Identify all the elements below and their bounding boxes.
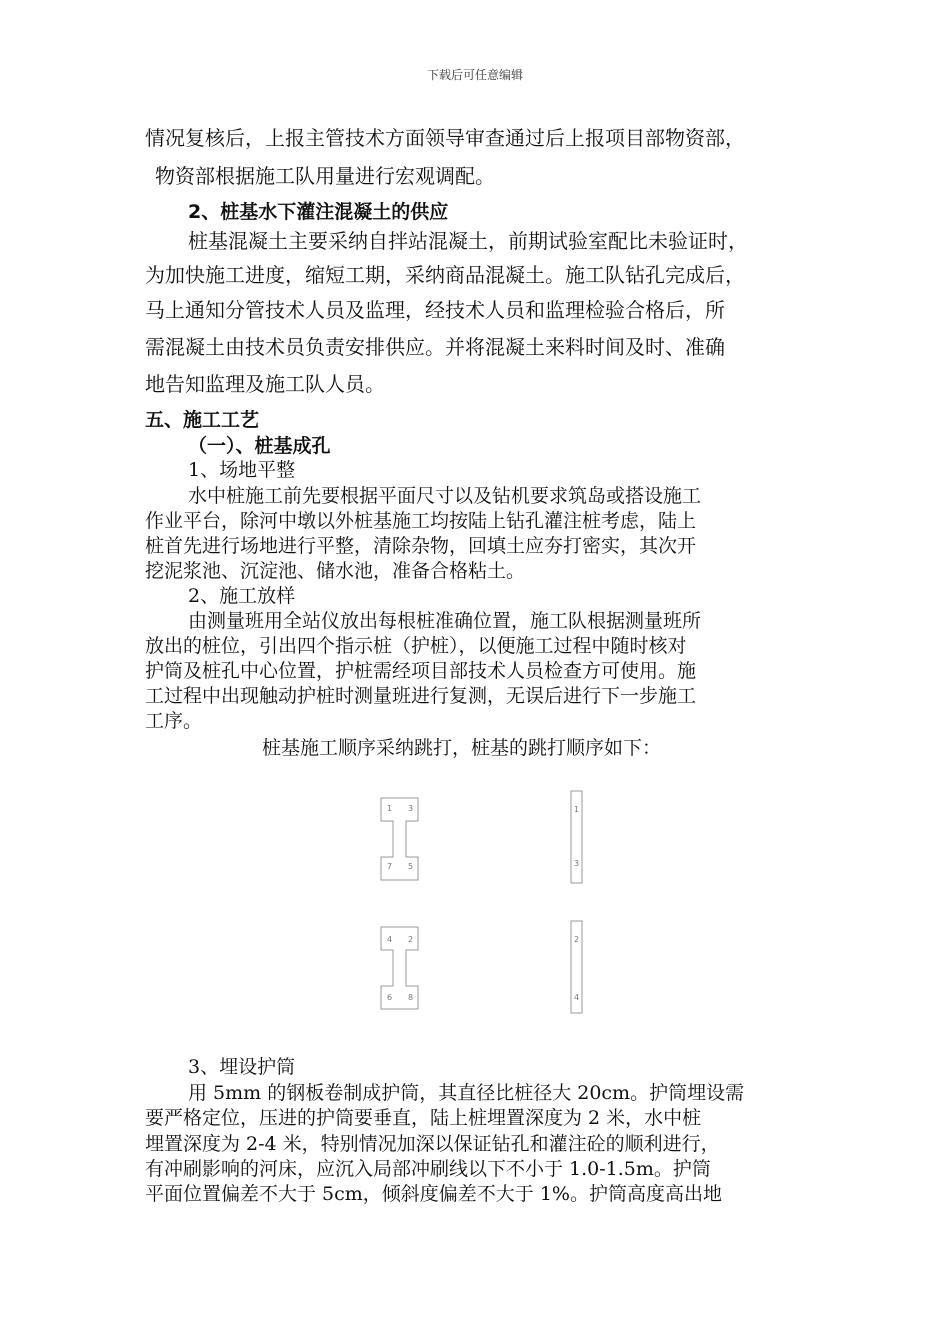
pile-number: 4 [574, 993, 580, 1002]
pile-order-ibeam-top [380, 797, 420, 881]
paragraph-line: 工过程中出现触动护桩时测量班进行复测，无误后进行下一步施工 [145, 685, 697, 707]
pile-number: 3 [408, 804, 414, 813]
item-heading: 1、场地平整 [188, 459, 296, 481]
pile-order-ibeam-bottom [380, 926, 420, 1010]
section-heading: 2、桩基水下灌注混凝土的供应 [188, 201, 449, 223]
paragraph-line: 物资部根据施工队用量进行宏观调配。 [155, 164, 495, 188]
page-header: 下载后可任意编辑 [426, 68, 523, 82]
paragraph-line: 作业平台，除河中墩以外桩基施工均按陆上钻孔灌注桩考虑，陆上 [145, 510, 697, 532]
paragraph-line: 桩首先进行场地进行平整，清除杂物，回填土应夯打密实，其次开 [145, 535, 697, 557]
paragraph-line: 护筒及桩孔中心位置，护桩需经项目部技术人员检查方可使用。施 [145, 660, 697, 682]
pile-number: 6 [387, 993, 393, 1002]
pile-number: 2 [408, 935, 414, 944]
paragraph-line: 用 5mm 的钢板卷制成护筒，其直径比桩径大 20cm。护筒埋设需 [188, 1082, 745, 1104]
paragraph-line: 挖泥浆池、沉淀池、储水池，准备合格粘土。 [145, 560, 526, 582]
pile-number: 3 [574, 859, 580, 868]
paragraph-line: 由测量班用全站仪放出每根桩准确位置，施工队根据测量班所 [188, 610, 702, 632]
paragraph-line: 有冲刷影响的河床，应沉入局部冲刷线以下不小于 1.0-1.5m。护筒 [145, 1158, 711, 1180]
paragraph-line: 为加快施工进度，缩短工期，采纳商品混凝土。施工队钻孔完成后， [145, 263, 745, 287]
paragraph-line: 工序。 [145, 710, 203, 732]
pile-number: 7 [387, 862, 393, 871]
paragraph-line: 需混凝土由技术员负责安排供应。并将混凝土来料时间及时、准确 [145, 335, 725, 359]
item-heading: 3、埋设护筒 [188, 1056, 296, 1078]
paragraph-line: 平面位置偏差不大于 5cm，倾斜度偏差不大于 1%。护筒高度高出地 [145, 1183, 722, 1205]
pile-order-strip-top [570, 790, 584, 884]
pile-number: 8 [408, 993, 414, 1002]
paragraph-line: 要严格定位，压进的护筒要垂直，陆上桩埋置深度为 2 米，水中桩 [145, 1107, 702, 1129]
pile-order-strip-bottom [570, 920, 584, 1014]
pile-number: 5 [408, 862, 414, 871]
paragraph-line: 地告知监理及施工队人员。 [145, 372, 385, 396]
subsection-heading: （一）、桩基成孔 [188, 435, 331, 457]
item-heading: 2、施工放样 [188, 585, 296, 607]
pile-number: 1 [387, 804, 393, 813]
pile-number: 4 [387, 935, 393, 944]
paragraph-line: 水中桩施工前先要根据平面尺寸以及钻机要求筑岛或搭设施工 [188, 485, 702, 507]
paragraph-line: 马上通知分管技术人员及监理，经技术人员和监理检验合格后，所 [145, 298, 725, 322]
paragraph-line: 桩基混凝土主要采纳自拌站混凝土，前期试验室配比未验证时， [188, 229, 748, 253]
paragraph-line: 埋置深度为 2-4 米，特别情况加深以保证钻孔和灌注砼的顺利进行， [145, 1133, 720, 1155]
pile-number: 2 [574, 935, 580, 944]
paragraph-line: 情况复核后，上报主管技术方面领导审查通过后上报项目部物资部， [145, 126, 745, 150]
chapter-heading: 五、施工工艺 [145, 409, 260, 431]
pile-number: 1 [574, 805, 580, 814]
diagram-caption: 桩基施工顺序采纳跳打，桩基的跳打顺序如下： [262, 737, 662, 759]
paragraph-line: 放出的桩位，引出四个指示桩（护桩），以便施工过程中随时核对 [145, 635, 687, 657]
